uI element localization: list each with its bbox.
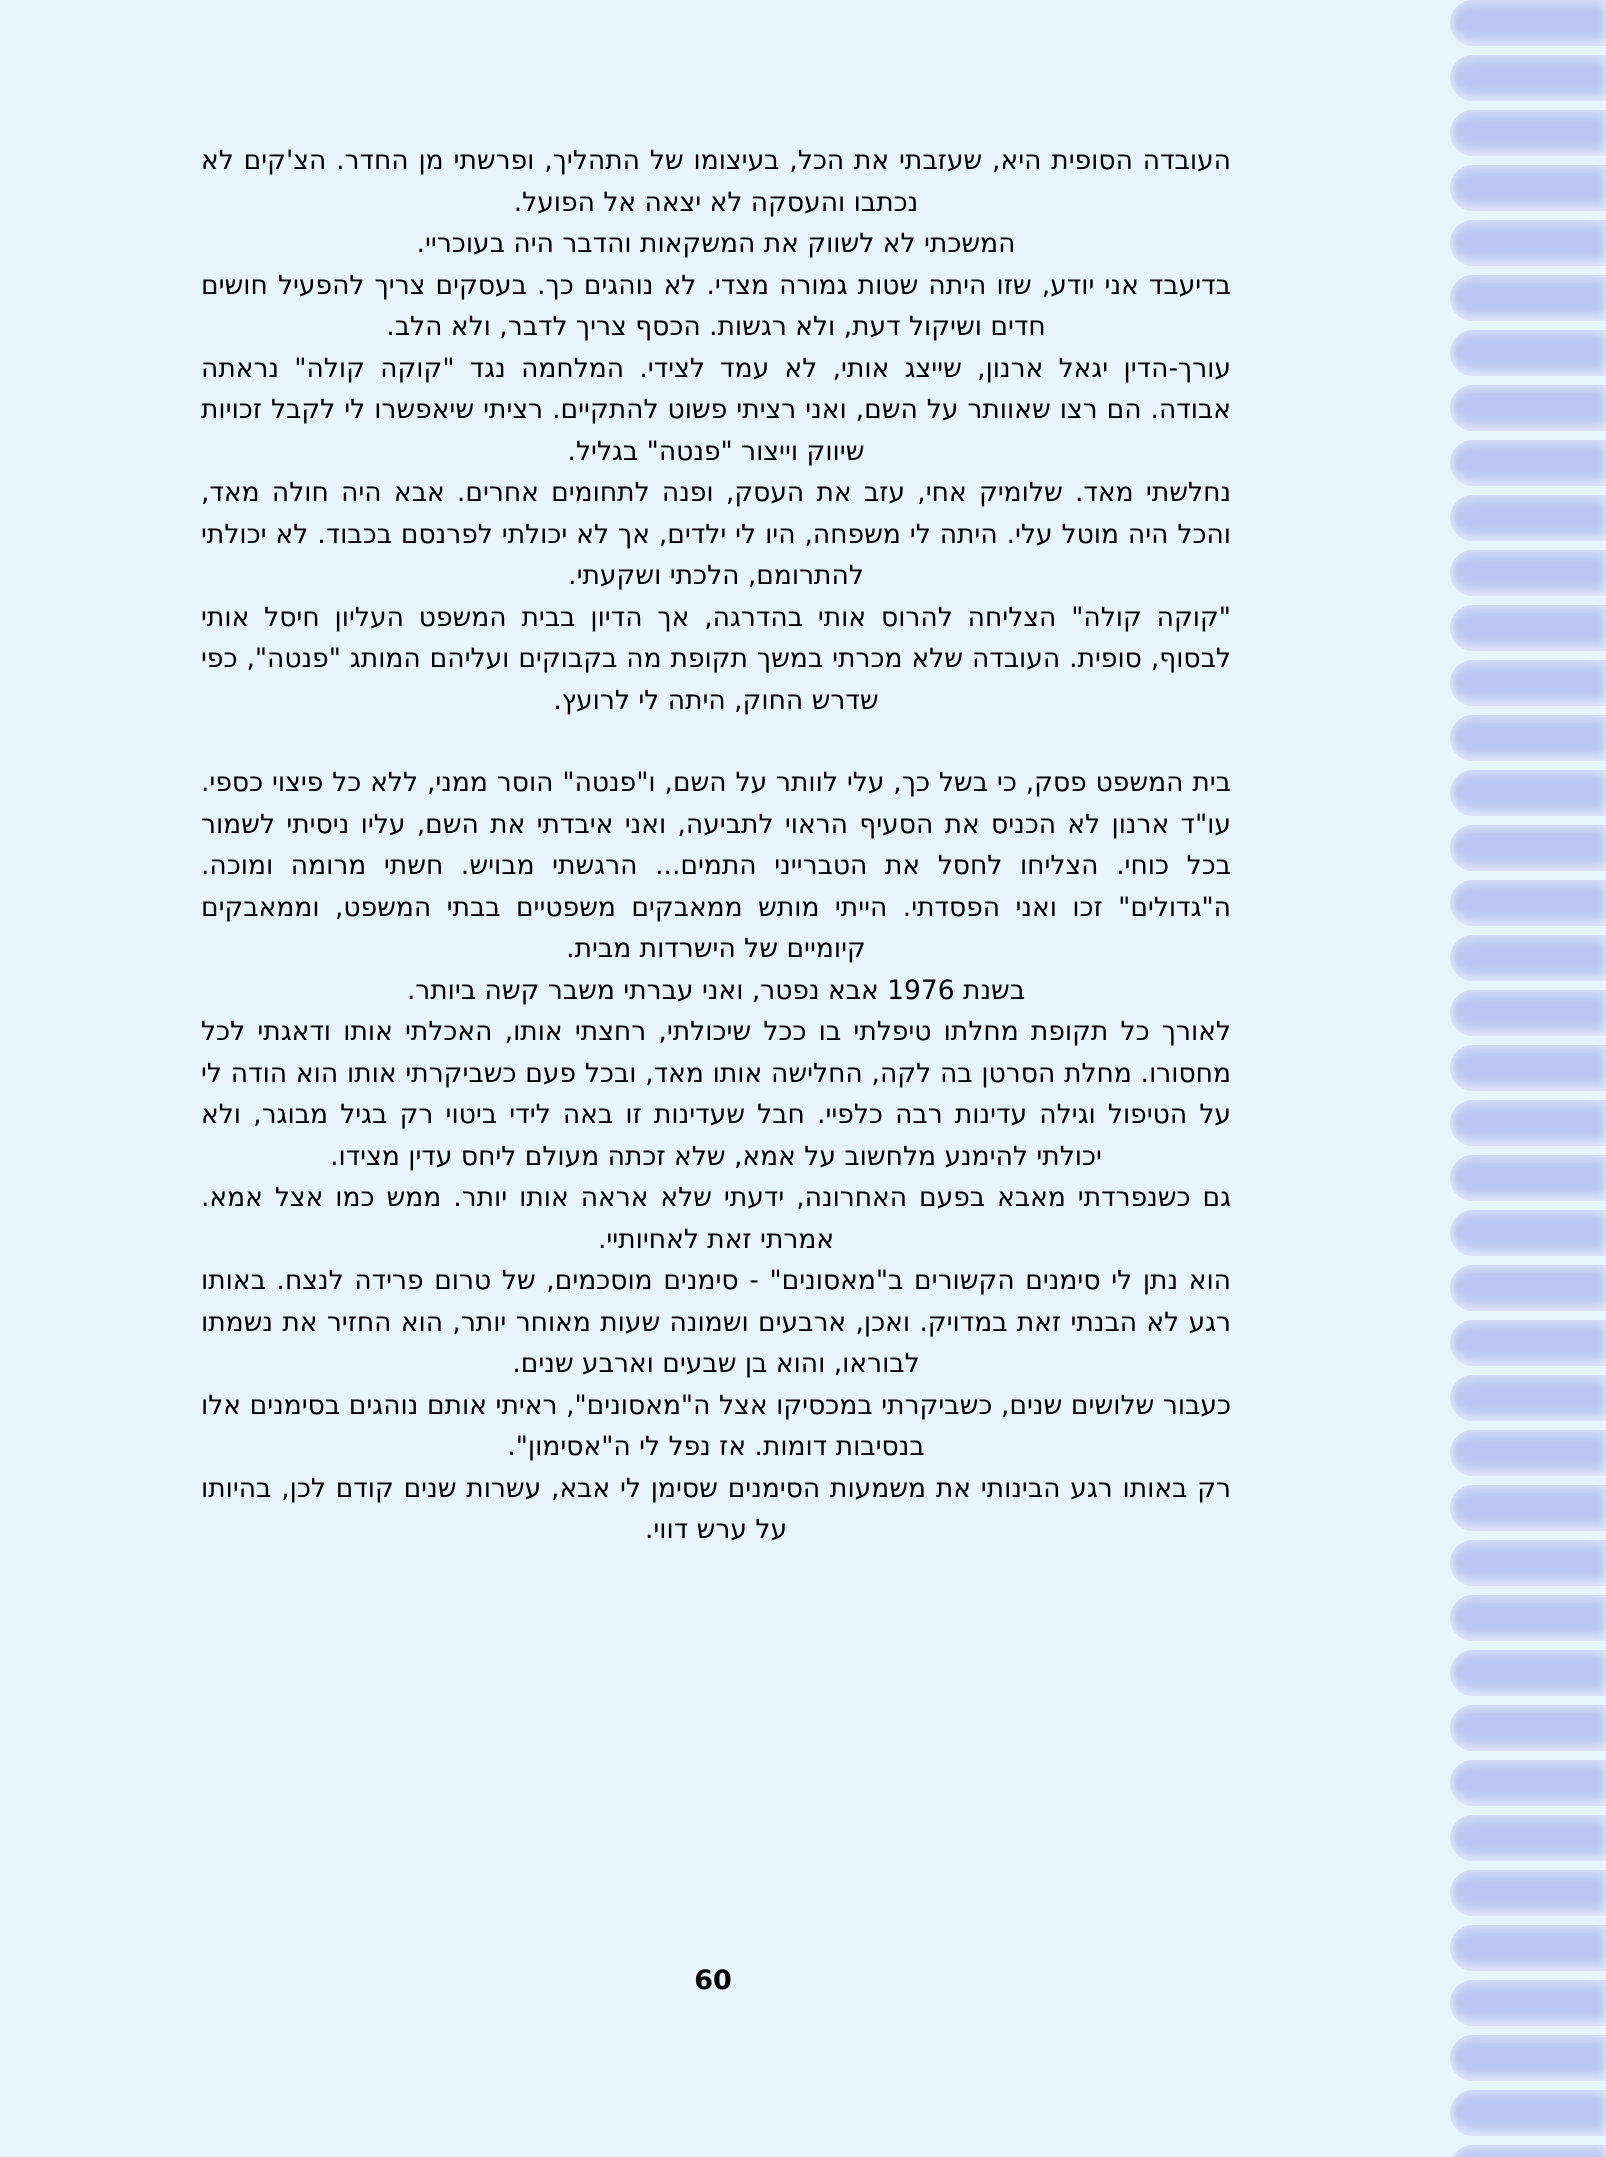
paragraph: כעבור שלושים שנים, כשביקרתי במכסיקו אצל ה"מאסונים", ראיתי אותם נוהגים בסימנים אלו בנסיבות דומות. אז נפל לי ה"אסימון".: [201, 1389, 1231, 1462]
spiral-binding: [1426, 0, 1606, 2157]
binding-ring: [1450, 110, 1606, 156]
binding-ring: [1450, 1705, 1606, 1751]
binding-ring: [1450, 1595, 1606, 1641]
paragraph: העובדה הסופית היא, שעזבתי את הכל, בעיצומו של התהליך, ופרשתי מן החדר. הצ'קים לא נכתבו והעסקה לא יצאה אל הפועל.: [201, 145, 1231, 218]
binding-ring: [1450, 1155, 1606, 1201]
binding-ring: [1450, 1980, 1606, 2026]
page-body-text: [201, 140, 1231, 1551]
binding-ring: [1450, 2145, 1606, 2157]
paragraph: עורך-הדין יגאל ארנון, שייצג אותי, לא עמד לצידי. המלחמה נגד "קוקה קולה" נראתה אבודה. הם רצו שאוותר על השם, ואני רציתי פשוט להתקיים. רציתי שיאפשרו לי לקבל זכויות שיווק וייצור "פנטה" בגליל.: [201, 352, 1231, 467]
binding-ring: [1450, 440, 1606, 486]
binding-ring: [1450, 660, 1606, 706]
binding-ring: [1450, 1925, 1606, 1971]
binding-ring: [1450, 275, 1606, 321]
binding-ring: [1450, 1815, 1606, 1861]
paragraph: רק באותו רגע הבינותי את משמעות הסימנים שסימן לי אבא, עשרות שנים קודם לכן, בהיותו על ערש דווי.: [201, 1472, 1231, 1545]
paragraph: בית המשפט פסק, כי בשל כך, עלי לוותר על השם, ו"פנטה" הוסר ממני, ללא כל פיצוי כספי. עו"ד ארנון לא הכניס את הסעיף הראוי לתביעה, ואני איבדתי את השם, עליו ניסיתי לשמור בכל כוחי. הצליחו לחסל את הטברייני התמים... הרגשתי מבויש. חשתי מרומה ומוכה. ה"גדולים" זכו ואני הפסדתי. הייתי מותש ממאבקים משפטיים בבתי המשפט, וממאבקים קיומיים של הישרדות מבית.: [201, 767, 1231, 964]
binding-ring: [1450, 0, 1606, 46]
paragraph: "קוקה קולה" הצליחה להרוס אותי בהדרגה, אך הדיון בבית המשפט העליון חיסל אותי לבסוף, סופית. העובדה שלא מכרתי במשך תקופת מה בקבוקים ועליהם המותג "פנטה", כפי שדרש החוק, היתה לי לרועץ.: [201, 601, 1231, 716]
binding-ring: [1450, 1320, 1606, 1366]
binding-ring: [1450, 1375, 1606, 1421]
page-number: 60: [694, 1965, 732, 1996]
binding-ring: [1450, 605, 1606, 651]
binding-ring: [1450, 1485, 1606, 1531]
binding-ring: [1450, 825, 1606, 871]
binding-ring: [1450, 385, 1606, 431]
binding-ring: [1450, 1650, 1606, 1696]
binding-ring: [1450, 715, 1606, 761]
binding-ring: [1450, 1760, 1606, 1806]
paragraph: נחלשתי מאד. שלומיק אחי, עזב את העסק, ופנה לתחומים אחרים. אבא היה חולה מאד, והכל היה מוטל עלי. היתה לי משפחה, היו לי ילדים, אך לא יכולתי לפרנסם בכבוד. לא יכולתי להתרומם, הלכתי ושקעתי.: [201, 477, 1231, 591]
binding-ring: [1450, 495, 1606, 541]
binding-ring: [1450, 880, 1606, 926]
binding-ring: [1450, 770, 1606, 816]
binding-ring: [1450, 2035, 1606, 2081]
binding-ring: [1450, 220, 1606, 266]
binding-ring: [1450, 990, 1606, 1036]
binding-ring: [1450, 1265, 1606, 1311]
binding-ring: [1450, 1210, 1606, 1256]
paragraph: גם כשנפרדתי מאבא בפעם האחרונה, ידעתי שלא אראה אותו יותר. ממש כמו אצל אמא. אמרתי זאת לאחיותיי.: [201, 1182, 1231, 1255]
paragraph: בשנת 1976 אבא נפטר, ואני עברתי משבר קשה ביותר.: [406, 974, 1026, 1006]
binding-ring: [1450, 1430, 1606, 1476]
paragraph: בדיעבד אני יודע, שזו היתה שטות גמורה מצדי. לא נוהגים כך. בעסקים צריך להפעיל חושים חדים ושיקול דעת, ולא רגשות. הכסף צריך לדבר, ולא הלב.: [201, 269, 1231, 342]
binding-ring: [1450, 55, 1606, 101]
binding-ring: [1450, 165, 1606, 211]
paragraph: הוא נתן לי סימנים הקשורים ב"מאסונים" - סימנים מוסכמים, של טרום פרידה לנצח. באותו רגע לא הבנתי זאת במדויק. ואכן, ארבעים ושמונה שעות מאוחר יותר, הוא החזיר את נשמתו לבוראו, והוא בן שבעים וארבע שנים.: [201, 1265, 1231, 1379]
binding-ring: [1450, 1100, 1606, 1146]
binding-ring: [1450, 1540, 1606, 1586]
binding-ring: [1450, 1045, 1606, 1091]
binding-ring: [1450, 550, 1606, 596]
paragraph: המשכתי לא לשווק את המשקאות והדבר היה בעוכריי.: [416, 228, 1016, 259]
paragraph: לאורך כל תקופת מחלתו טיפלתי בו ככל שיכולתי, רחצתי אותו, האכלתי אותו ודאגתי לכל מחסורו. מחלת הסרטן בה לקה, החלישה אותו מאד, ובכל פעם כשביקרתי אותו הוא הודה לי על הטיפול וגילה עדינות רבה כלפיי. חבל שעדינות זו באה לידי ביטוי רק בגיל מבוגר, ולא יכולתי להימנע מלחשוב על אמא, שלא זכתה מעולם ליחס עדין מצידו.: [201, 1016, 1231, 1172]
binding-ring: [1450, 330, 1606, 376]
binding-ring: [1450, 2090, 1606, 2136]
binding-ring: [1450, 1870, 1606, 1916]
binding-ring: [1450, 935, 1606, 981]
